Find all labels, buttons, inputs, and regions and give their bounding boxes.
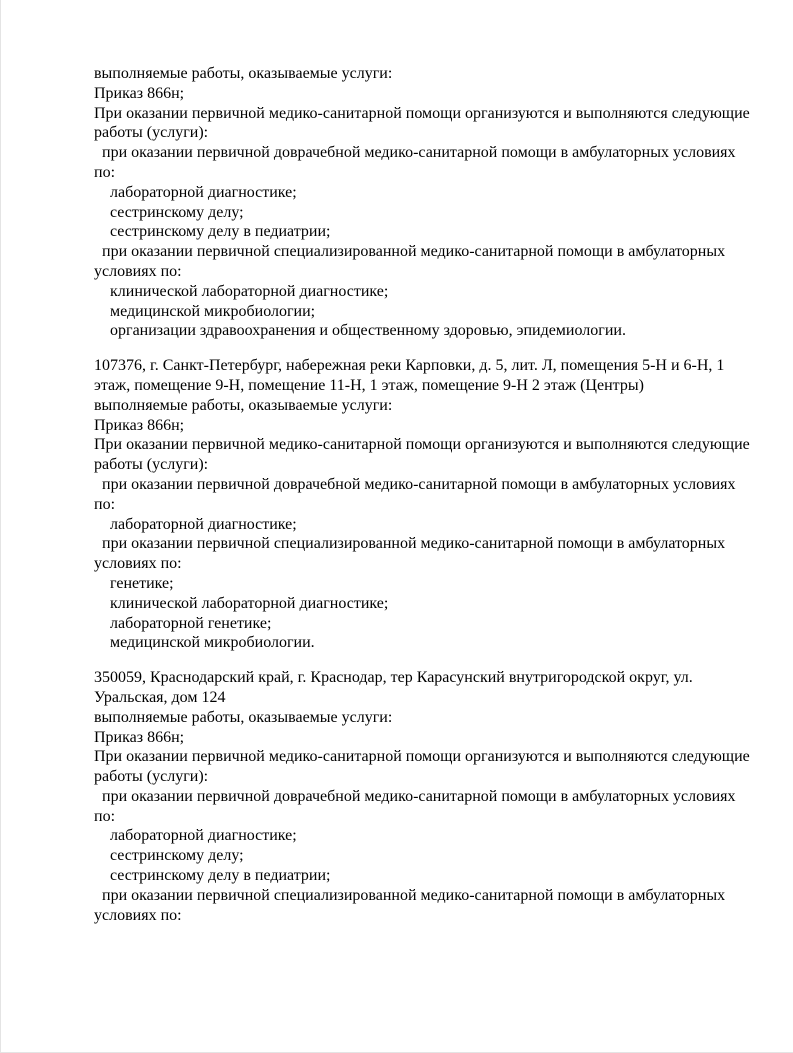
text-line: при оказании первичной доврачебной медико-санитарной помощи в амбулаторных условиях	[94, 787, 736, 805]
text-line: сестринскому делу;	[94, 203, 244, 221]
text-line: сестринскому делу;	[94, 847, 244, 865]
text-line: лабораторной генетике;	[94, 614, 272, 632]
text-line: Уральская, дом 124	[94, 688, 226, 706]
text-line: медицинской микробиологии.	[94, 634, 315, 652]
text-line: по:	[94, 807, 116, 825]
text-line: этаж, помещение 9-Н, помещение 11-Н, 1 этаж, помещение 9-Н 2 этаж (Центры)	[94, 376, 644, 394]
text-line: работы (услуги):	[94, 456, 209, 474]
text-line: выполняемые работы, оказываемые услуги:	[94, 396, 393, 414]
text-line: условиях по:	[94, 262, 182, 280]
text-line: при оказании первичной доврачебной медико-санитарной помощи в амбулаторных условиях	[94, 475, 736, 493]
text-line: сестринскому делу в педиатрии;	[94, 223, 331, 241]
text-line: выполняемые работы, оказываемые услуги:	[94, 65, 393, 82]
text-line: Приказ 866н;	[94, 728, 185, 746]
text-line: 107376, г. Санкт-Петербург, набережная реки Карповки, д. 5, лит. Л, помещения 5-Н и 6-Н, 1	[94, 357, 725, 375]
text-line: при оказании первичной специализированной медико-санитарной помощи в амбулаторных	[94, 243, 726, 261]
text-line: При оказании первичной медико-санитарной помощи организуются и выполняются следующие	[94, 104, 750, 122]
text-line: лабораторной диагностике;	[94, 183, 297, 201]
text-line: медицинской микробиологии;	[94, 302, 316, 320]
document-text-body	[94, 64, 754, 940]
document-section	[94, 64, 754, 341]
text-line: условиях по:	[94, 555, 182, 573]
document-section	[94, 356, 754, 653]
text-line: сестринскому делу в педиатрии;	[94, 867, 331, 885]
text-line: выполняемые работы, оказываемые услуги:	[94, 708, 393, 726]
text-line: при оказании первичной специализированной медико-санитарной помощи в амбулаторных	[94, 535, 726, 553]
text-line: генетике;	[94, 574, 174, 592]
text-line: при оказании первичной специализированной медико-санитарной помощи в амбулаторных	[94, 886, 726, 904]
text-line: работы (услуги):	[94, 768, 209, 786]
text-line: условиях по:	[94, 906, 182, 924]
document-section	[94, 668, 754, 925]
text-line: клинической лабораторной диагностике;	[94, 594, 389, 612]
text-line: работы (услуги):	[94, 124, 209, 142]
text-line: 350059, Краснодарский край, г. Краснодар, тер Карасунский внутригородской округ, ул.	[94, 669, 693, 687]
text-line: лабораторной диагностике;	[94, 827, 297, 845]
text-line: по:	[94, 163, 116, 181]
text-line: При оказании первичной медико-санитарной помощи организуются и выполняются следующие	[94, 748, 750, 766]
text-line: лабораторной диагностике;	[94, 515, 297, 533]
text-line: Приказ 866н;	[94, 84, 185, 102]
text-line: При оказании первичной медико-санитарной помощи организуются и выполняются следующие	[94, 436, 750, 454]
text-line: клинической лабораторной диагностике;	[94, 282, 389, 300]
text-line: по:	[94, 495, 116, 513]
text-line: Приказ 866н;	[94, 416, 185, 434]
text-line: организации здравоохранения и общественному здоровью, эпидемиологии.	[94, 322, 626, 340]
text-line: при оказании первичной доврачебной медико-санитарной помощи в амбулаторных условиях	[94, 144, 736, 162]
